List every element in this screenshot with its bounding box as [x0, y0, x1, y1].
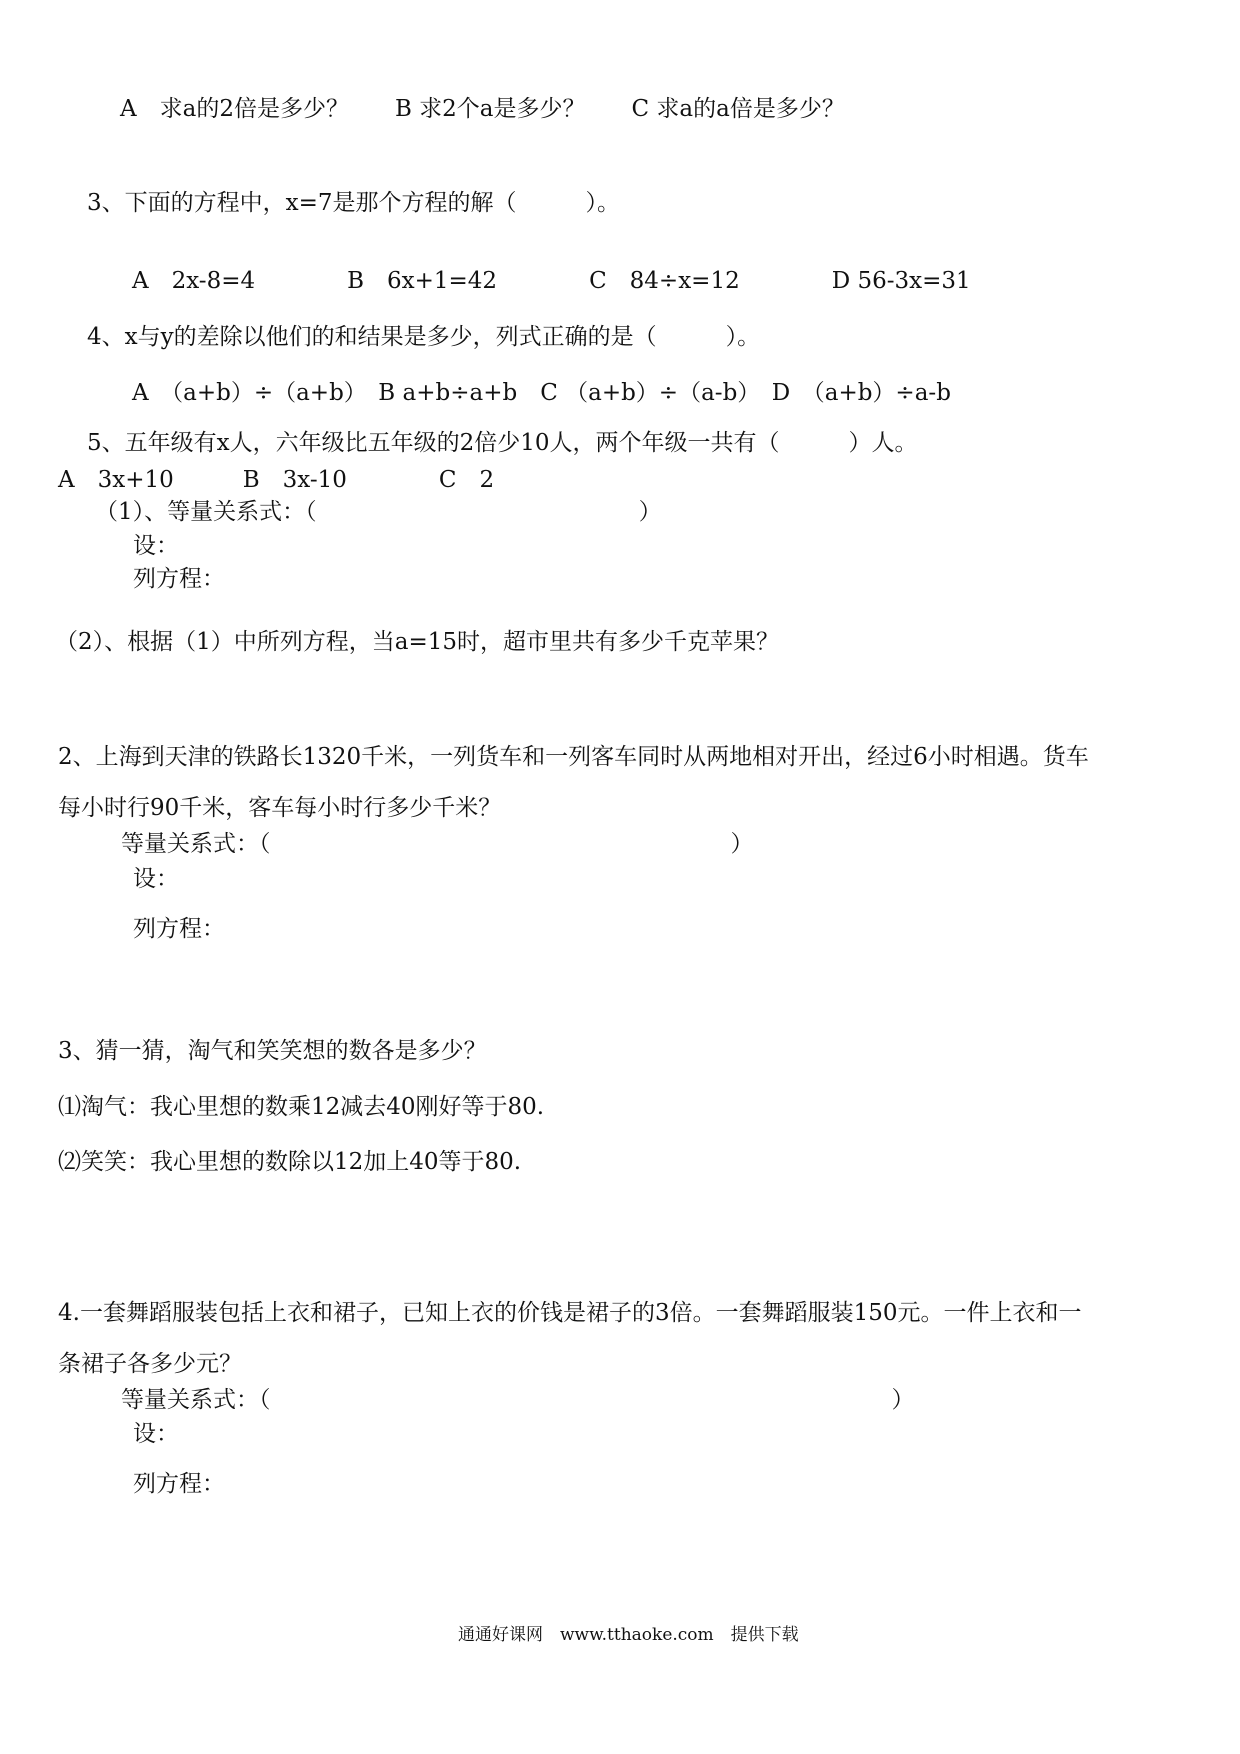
p3-sub1: ⑴淘气：我心里想的数乘12减去40刚好等于80.	[58, 1094, 545, 1120]
p3-title: 3、猜一猜，淘气和笑笑想的数各是多少？	[58, 1038, 487, 1064]
q5-question: 5、五年级有x人，六年级比五年级的2倍少10人，两个年级一共有（ ）人。	[87, 430, 918, 456]
p2-equation: 列方程：	[133, 916, 225, 942]
p4-let: 设：	[133, 1421, 179, 1447]
p2-let: 设：	[133, 866, 179, 892]
p1-relation: （1）、等量关系式：（ ）	[95, 499, 662, 525]
q3-options: A 2x-8=4 B 6x+1=42 C 84÷x=12 D 56-3x=31	[132, 268, 971, 294]
q2-options: A 求a的2倍是多少？ B 求2个a是多少？ C 求a的a倍是多少？	[120, 96, 845, 122]
p2-question-line1: 2、上海到天津的铁路长1320千米，一列货车和一列客车同时从两地相对开出，经过6小时相遇。货车	[58, 744, 1089, 770]
q3-question: 3、下面的方程中，x=7是那个方程的解（ ）。	[87, 190, 621, 216]
p4-relation: 等量关系式：（ ）	[121, 1387, 915, 1413]
q5-options: A 3x+10 B 3x-10 C 2	[58, 467, 495, 493]
p1-part2: （2）、根据（1）中所列方程，当a=15时，超市里共有多少千克苹果？	[55, 629, 780, 655]
p4-question-line2: 条裙子各多少元？	[58, 1351, 242, 1377]
p4-question-line1: 4.一套舞蹈服装包括上衣和裙子，已知上衣的价钱是裙子的3倍。一套舞蹈服装150元。一件上衣和一	[58, 1300, 1082, 1326]
p4-equation: 列方程：	[133, 1471, 225, 1497]
p2-relation: 等量关系式：（ ）	[121, 831, 754, 857]
p2-question-line2: 每小时行90千米，客车每小时行多少千米？	[58, 795, 502, 821]
p3-sub2: ⑵笑笑：我心里想的数除以12加上40等于80.	[58, 1149, 522, 1175]
q4-question: 4、x与y的差除以他们的和结果是多少，列式正确的是（ ）。	[87, 324, 761, 350]
p1-let: 设：	[133, 533, 179, 559]
footer-text: 通通好课网 www.tthaoke.com 提供下载	[458, 1625, 799, 1645]
p1-equation: 列方程：	[133, 566, 225, 592]
q4-options: A （a+b）÷（a+b） B a+b÷a+b C （a+b）÷（a-b） D （a+b）÷a-b	[132, 380, 951, 406]
